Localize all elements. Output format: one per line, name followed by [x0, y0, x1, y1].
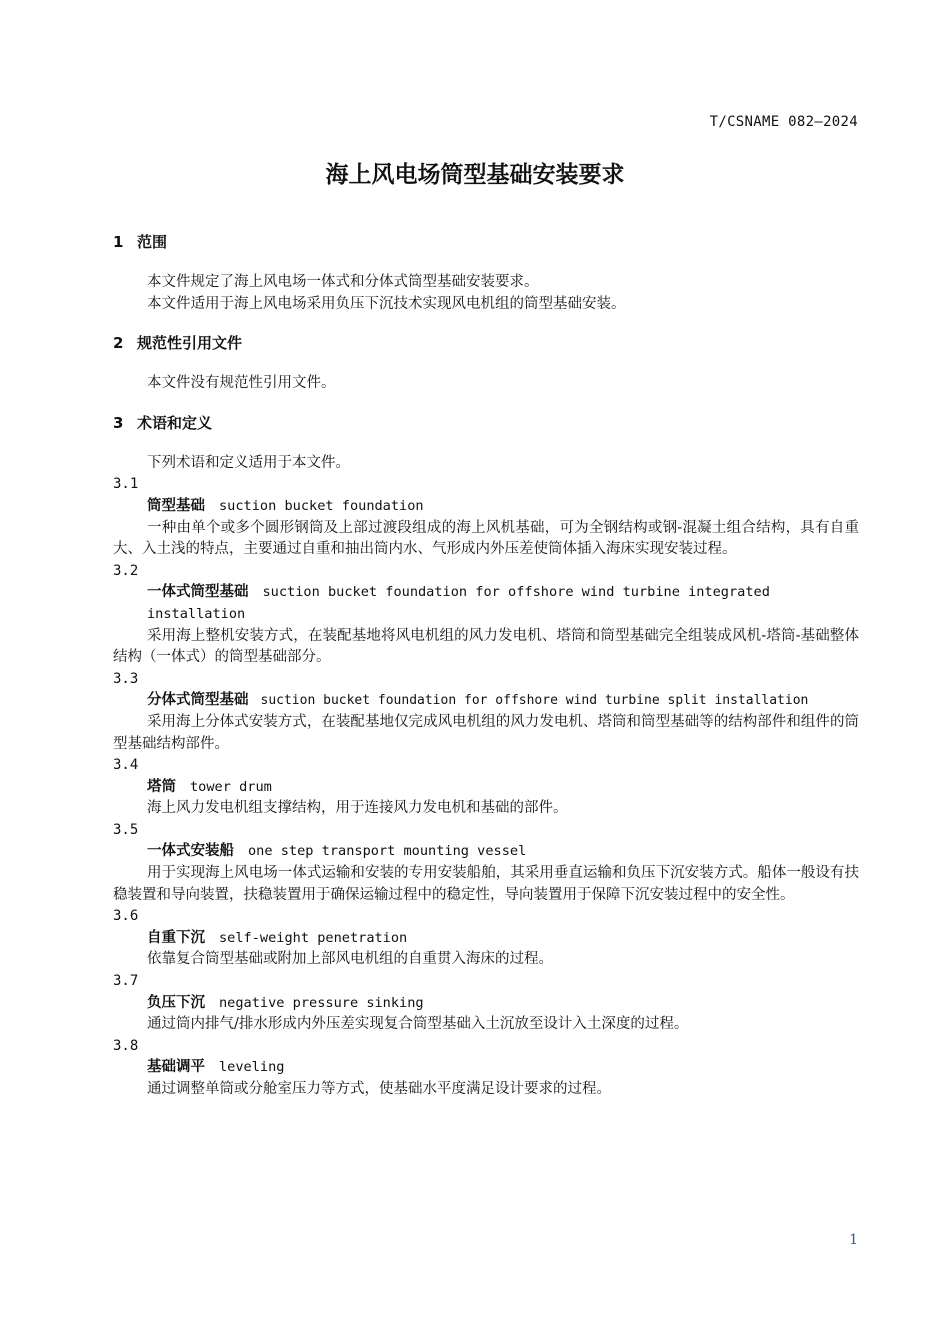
term-entry: [113, 755, 859, 820]
term-entry: [113, 1036, 859, 1101]
term-number: 3.6: [113, 908, 139, 925]
page-number: 1: [849, 1232, 858, 1248]
term-definition: 一种由单个或多个圆形钢筒及上部过渡段组成的海上风机基础，可为全钢结构或钢-混凝土组合结构，具有自重大、入土浅的特点，主要通过自重和抽出筒内水、气形成内外压差使筒体插入海床实现安装过程。: [113, 519, 859, 558]
term-english: tower drum: [190, 778, 272, 795]
term-english: self-weight penetration: [219, 929, 408, 946]
section-heading-normative-references: [113, 333, 859, 353]
term-english: suction bucket foundation: [219, 497, 424, 514]
term-chinese: 分体式筒型基础: [147, 692, 249, 709]
section-number: 2: [113, 334, 124, 353]
term-number: 3.1: [113, 476, 139, 493]
term-number: 3.7: [113, 973, 139, 990]
term-chinese: 一体式筒型基础: [147, 584, 249, 601]
term-number: 3.2: [113, 562, 139, 579]
term-english: negative pressure sinking: [219, 994, 424, 1011]
term-chinese: 自重下沉: [147, 929, 205, 946]
term-english: suction bucket foundation for offshore wind turbine integrated installation: [147, 584, 770, 622]
term-definition: 通过调整单筒或分舱室压力等方式，使基础水平度满足设计要求的过程。: [147, 1081, 611, 1097]
term-definition: 依靠复合筒型基础或附加上部风电机组的自重贯入海床的过程。: [147, 951, 553, 968]
term-chinese: 基础调平: [147, 1059, 205, 1076]
term-chinese: 塔筒: [147, 778, 176, 795]
term-entry: [113, 669, 859, 755]
term-chinese: 一体式安装船: [147, 843, 234, 860]
section-title: 范围: [137, 233, 168, 251]
term-definition: 通过筒内排气/排水形成内外压差实现复合筒型基础入土沉放至设计入土深度的过程。: [147, 1016, 689, 1033]
document-body: [113, 232, 859, 1101]
section-title: 术语和定义: [137, 413, 213, 432]
term-number: 3.5: [113, 821, 139, 838]
section-heading-scope: [113, 232, 859, 252]
section-heading-terms-definitions: [113, 413, 859, 433]
term-definition: 海上风力发电机组支撑结构，用于连接风力发电机和基础的部件。: [147, 800, 568, 817]
term-english: one step transport mounting vessel: [248, 843, 527, 860]
term-entry: [113, 561, 859, 669]
term-chinese: 筒型基础: [147, 497, 205, 514]
term-definition: 采用海上分体式安装方式，在装配基地仅完成风电机组的风力发电机、塔筒和筒型基础等的结构部件和组件的筒型基础结构部件。: [113, 713, 859, 752]
term-entry: [113, 474, 859, 560]
paragraph: 本文件规定了海上风电场一体式和分体式筒型基础安装要求。: [147, 274, 539, 290]
term-definition: 采用海上整机安装方式，在装配基地将风电机组的风力发电机、塔筒和筒型基础完全组装成风机-塔筒-基础整体结构（一体式）的筒型基础部分。: [113, 627, 859, 666]
term-english: suction bucket foundation for offshore wind turbine split installation: [260, 693, 809, 709]
term-entry: [113, 906, 859, 971]
term-number: 3.8: [113, 1037, 139, 1054]
term-definition: 用于实现海上风电场一体式运输和安装的专用安装船舶，其采用垂直运输和负压下沉安装方式。船体一般设有扶稳装置和导向装置，扶稳装置用于确保运输过程中的稳定性，导向装置用于保障下沉安装过程中的安全性。: [113, 865, 859, 903]
term-entry: [113, 820, 859, 906]
section-number: 1: [113, 233, 124, 251]
term-entry: [113, 971, 859, 1036]
section-title: 规范性引用文件: [137, 334, 243, 353]
term-number: 3.4: [113, 757, 139, 774]
term-chinese: 负压下沉: [147, 994, 205, 1011]
document-code: T/CSNAME 082—2024: [709, 114, 858, 130]
section-number: 3: [113, 413, 124, 432]
term-english: leveling: [219, 1059, 285, 1076]
document-title: 海上风电场筒型基础安装要求: [325, 162, 625, 188]
paragraph: 本文件适用于海上风电场采用负压下沉技术实现风电机组的筒型基础安装。: [147, 295, 626, 312]
term-number: 3.3: [113, 670, 139, 687]
paragraph: 下列术语和定义适用于本文件。: [147, 454, 350, 471]
paragraph: 本文件没有规范性引用文件。: [147, 375, 336, 392]
